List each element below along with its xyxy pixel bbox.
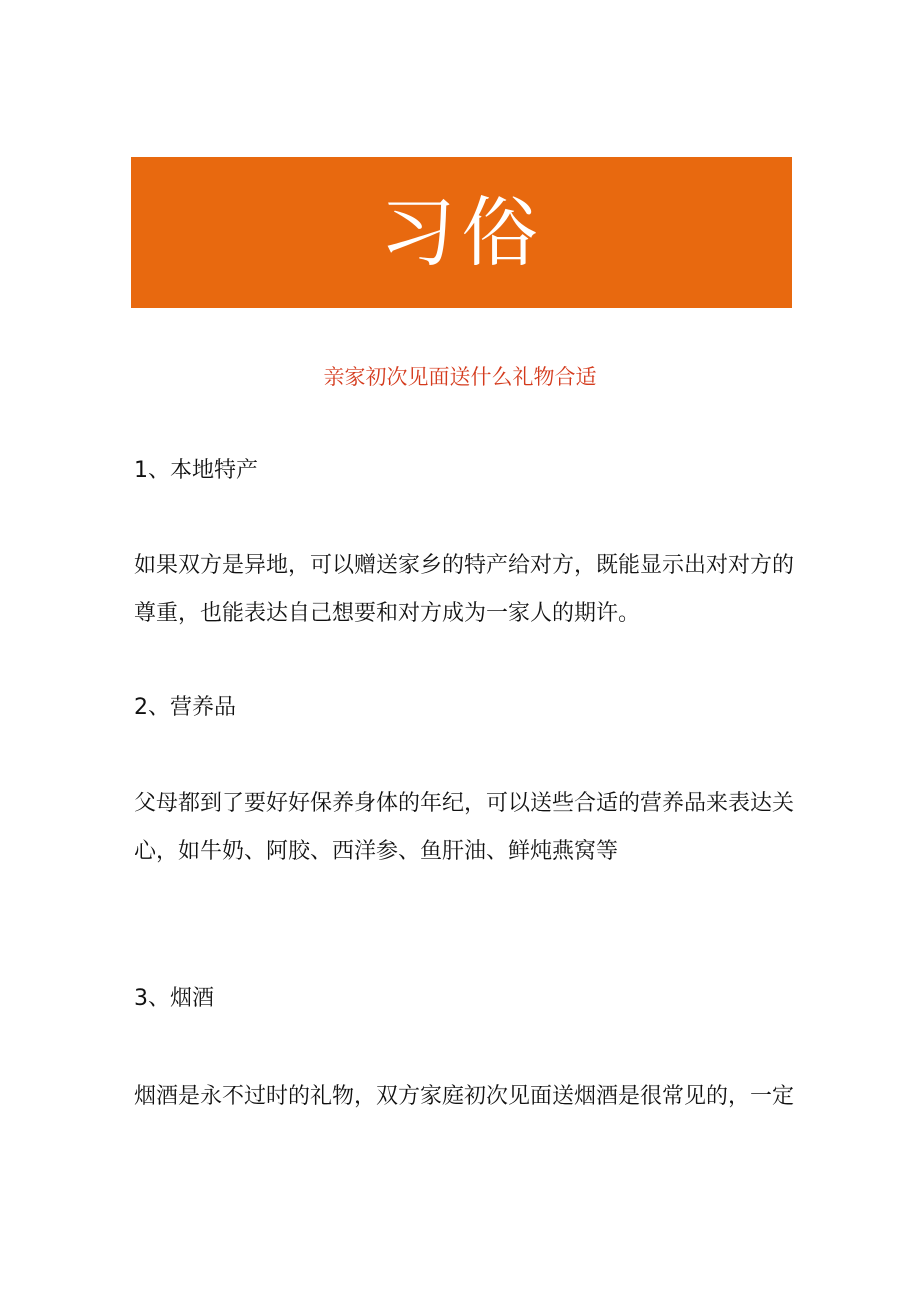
paragraph-line: 烟酒是永不过时的礼物，双方家庭初次见面送烟酒是很常见的，一定 — [134, 1084, 795, 1109]
section-heading-2: 2、营养品 — [134, 695, 236, 720]
paragraph-line: 心，如牛奶、阿胶、西洋参、鱼肝油、鲜炖燕窝等 — [134, 839, 619, 864]
paragraph-line: 如果双方是异地，可以赠送家乡的特产给对方，既能显示出对对方的 — [134, 553, 795, 578]
section-heading-3: 3、烟酒 — [134, 986, 214, 1011]
article-title: 亲家初次见面送什么礼物合适 — [323, 365, 597, 389]
banner-title: 习俗 — [379, 187, 544, 277]
section-paragraph-1 — [134, 542, 794, 638]
paragraph-line: 尊重，也能表达自己想要和对方成为一家人的期许。 — [134, 601, 641, 626]
section-paragraph-3 — [134, 1073, 794, 1121]
section-heading-1: 1、本地特产 — [134, 458, 258, 483]
paragraph-line: 父母都到了要好好保养身体的年纪，可以送些合适的营养品来表达关 — [134, 791, 795, 816]
section-paragraph-2 — [134, 780, 794, 876]
header-banner — [131, 157, 792, 308]
